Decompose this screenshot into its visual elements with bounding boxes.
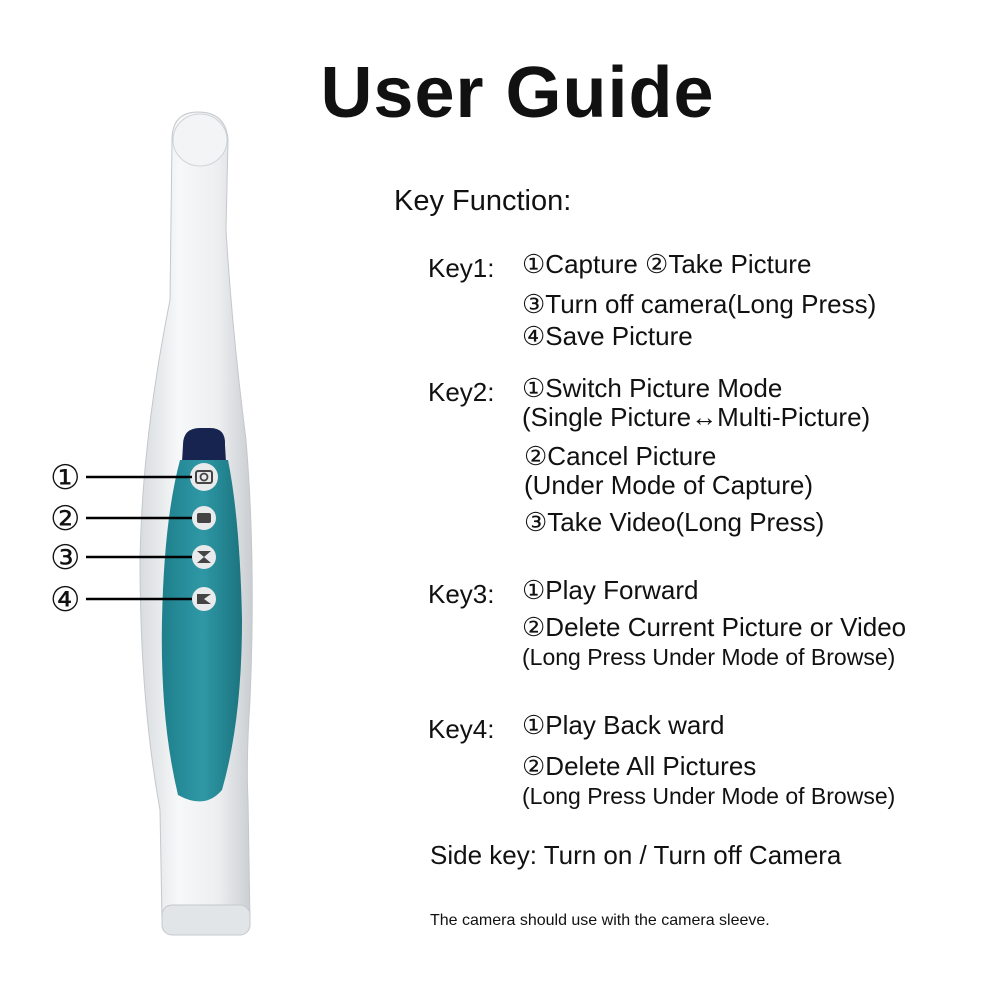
callout-3: ③: [50, 539, 81, 577]
key2-line: (Single Picture↔Multi-Picture): [522, 402, 871, 432]
key3-label: Key3:: [428, 579, 495, 609]
key4-line: ②Delete All Pictures: [522, 751, 757, 781]
key-function-heading: Key Function:: [394, 185, 572, 217]
side-key-text: Side key: Turn on / Turn off Camera: [430, 840, 842, 870]
key2-line: ③Take Video(Long Press): [524, 507, 825, 537]
key2-line: ②Cancel Picture: [524, 441, 717, 471]
key1-line: ①Capture ②Take Picture: [522, 249, 812, 279]
key2-line: ①Switch Picture Mode: [522, 373, 783, 403]
key1-label: Key1:: [428, 253, 495, 283]
key2-line: (Under Mode of Capture): [524, 470, 814, 500]
camera-bottom-ring: [162, 905, 250, 935]
navy-cap: [182, 428, 226, 462]
callout-4: ④: [50, 581, 81, 619]
key4-label: Key4:: [428, 714, 495, 744]
key1-line: ③Turn off camera(Long Press): [522, 289, 877, 319]
key3-line: ①Play Forward: [522, 575, 699, 605]
key2-label: Key2:: [428, 377, 495, 407]
key4-line: ①Play Back ward: [522, 710, 725, 740]
key1-line: ④Save Picture: [522, 321, 693, 351]
key3-line: (Long Press Under Mode of Browse): [522, 644, 896, 670]
callout-1: ①: [50, 459, 81, 497]
page-title: User Guide: [320, 53, 715, 133]
footnote: The camera should use with the camera sleeve.: [430, 912, 770, 929]
key3-line: ②Delete Current Picture or Video: [522, 612, 907, 642]
callout-2: ②: [50, 500, 81, 538]
key4-line: (Long Press Under Mode of Browse): [522, 783, 896, 809]
